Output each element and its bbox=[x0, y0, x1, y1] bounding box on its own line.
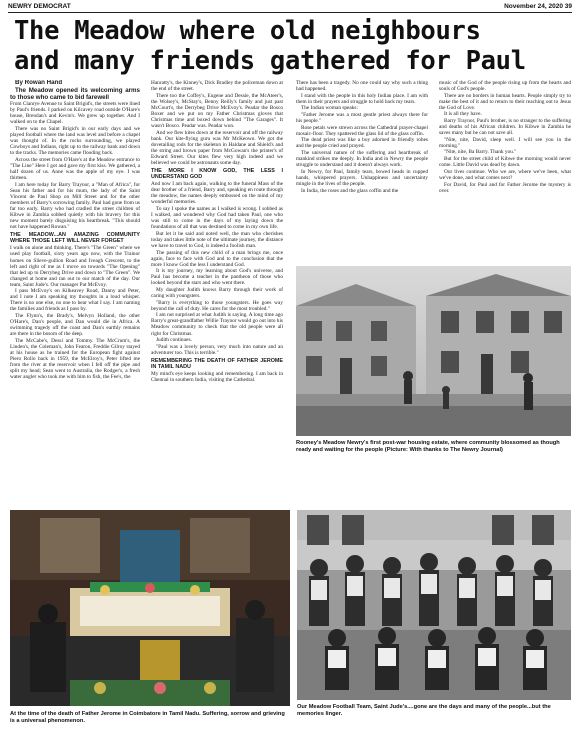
paragraph: The Indian woman speaks: bbox=[301, 105, 358, 112]
paragraph: "Paul was a lovely person, very much into nature and an adventurer too. This is terrible." bbox=[151, 343, 283, 356]
paragraph: There has been a tragedy. No one could say why such a thing had happened. bbox=[296, 80, 428, 93]
photo-football-team bbox=[297, 510, 571, 700]
paragraph: I pass McEvoy's on Kilkeavey Road, Danny and Peter, and I note I am speaking my thoughts in a loud whisper. There is no one else, no one to hear what I say. I am naming the families and friends as I pass by. bbox=[10, 288, 140, 313]
paragraph: I am here today for Barry Traynor, a "Man of Africa", for Sean his father and for his mum, the lady of the Saint Vincent de Paul Shop on Mill Street and for the other members of Barry's sorrowing family. Paul had gone from us far too early. Barry who had cradled the street children of Kibwe in Zambia sobbed quietly with his bravery for this new moment barely disguising his heartbreak. "This should not have happened Rowan." bbox=[10, 181, 140, 230]
paragraph: My daughter Judith knows Barry through their work of caring with youngsters. bbox=[151, 287, 283, 300]
paragraph: There too the Coffey's, Eugene and Dessie, the McAteer's, the Wolsey's, McStay's, Benny Reilly's family and just past McCourt's, the Derrybeg Drive McEvoy's. Peadar the Bosco Boxer and we put on my Father Christmas gloves that Christmas time and boxed down behind "The Garages". It wasn't Bosco. Peadar was. Peadar won. bbox=[151, 92, 283, 129]
paragraph: Barry Traynor, Paul's brother, is no stranger to the suffering and deaths of his African children. In Kibwe in Zambia he saves many but he can not save all. bbox=[439, 118, 571, 137]
standfirst: The Meadow opened its welcoming arms to those who came to bid farewell bbox=[10, 86, 140, 101]
paragraph: The universal nature of the suffering and heartbreak of mankind strikes me deeply. In India and in Newry the people struggle to understand and it doesn't always work. bbox=[296, 150, 428, 169]
paragraph: There was no Saint Brigid's in our early days and we played football where the land was level and before a chapel was thought of. In the rocks surrounding, we played Cowboys and Indians, right up to the railway bank and down to the tracks. The memories came flooding back. bbox=[10, 126, 140, 157]
article-column-3 bbox=[296, 80, 428, 262]
paragraph: The Flynn's, the Brady's, Melvyn Holland, the other O'Hare's, Dan's people, and Dan would die in Africa. A swimming tragedy off the coast and Dan's earthly remains are there in the bosom of the deep. bbox=[10, 313, 140, 338]
funeral-chapel-picture bbox=[10, 510, 290, 706]
byline: By Rowan Hand bbox=[15, 80, 63, 86]
paragraph: In India, the roses and the glass coffin and the bbox=[301, 187, 399, 194]
paragraph: Hanratty's, the Kinney's, Dick Bradley the policeman down at the end of the street. bbox=[151, 80, 283, 93]
paragraph: It is my journey, my learning about God's universe, and Paul has become a teacher in the pantheon of those who looked beyond the stars and who went there. bbox=[151, 268, 283, 287]
football-team-picture bbox=[297, 510, 571, 700]
article-column-4 bbox=[439, 80, 571, 262]
paragraph: There are no borders in human hearts. People simply try to make the best of it and to return to their reaching out to Jesus the God of Love. bbox=[439, 92, 571, 111]
newspaper-name: NEWRY DEMOCRAT bbox=[8, 3, 71, 10]
masthead-rule bbox=[8, 12, 572, 13]
article-column-2 bbox=[151, 80, 283, 505]
paragraph: My mind's eye keeps looking and remembering. I am back in Chennai in southern India, visiting the Cathedral. bbox=[151, 371, 283, 384]
paragraph: For David, for Paul and for Father Jerome the mystery is over. bbox=[439, 181, 571, 194]
paragraph: To say I spoke the names as I walked is wrong. I sobbed as I walked, and wondered why God had taken Paul, one who was still to come in the days of my laying down the foundations of all that was destined to come in my own life. bbox=[151, 206, 283, 231]
paragraph: It is all they have. bbox=[444, 111, 482, 118]
paragraph: I am not surprised at what Judith is saying. A long time ago Barry's great-grandfather Willie Traynor would go out into his Meadow community to check that the old people were all right for Christmas. bbox=[151, 312, 283, 337]
caption-funeral: At the time of the death of Father Jerome in Coimbatore in Tamil Nadu. Suffering, sorrow and grieving is a universal phenomenon. bbox=[10, 711, 285, 724]
article-column-1 bbox=[10, 80, 140, 505]
paragraph: Our lives continue. Who we are, where we've been, what we've done, and what comes next? bbox=[439, 168, 571, 181]
photo-housing-estate bbox=[296, 266, 571, 436]
paragraph: From Clanrye Avenue to Saint Brigid's, the streets were lined by Paul's friends. I parked on Kilcavey road outside O'Hare's house, Brendan's and Kevin's. We grew up together. And I walked on to the Chapel. bbox=[10, 101, 140, 126]
paragraph: In Newry, for Paul, family tears, bowed heads in cupped hands, whispered prayers. Unhappiness and uncertainty mingle in the lives of the people. bbox=[296, 168, 428, 187]
paragraph: And we flew kites down at the reservoir and off the railway bank. Our kite-flying guru was Mr McKeown. We got the dovetailing rods for the skeleton in Haldane and Shield's and the string and brown paper from McGowan's the printer's of Edward Street. Our kites flew very high indeed and we believed we could be astronauts some day. bbox=[151, 129, 283, 166]
masthead bbox=[8, 3, 572, 12]
paragraph: The dead priest was like a boy adorned in friendly robes and the people cried and prayed. bbox=[296, 137, 428, 150]
paragraph: music of the God of the people rising up from the hearts and souls of God's people. bbox=[439, 80, 571, 93]
paragraph: The passing of this new child of a man brings me, once again, face to face with God and to the conclusion that the more I know God the less I understand God. bbox=[151, 249, 283, 268]
paragraph: But for the street child of Kibwe the morning would never come. Little David was dead by dawn. bbox=[439, 156, 571, 169]
paragraph: "Nite, nite, David, sleep well. I will see you in the morning." bbox=[439, 136, 571, 149]
headline-line-2: and many friends gathered for Paul bbox=[14, 46, 526, 76]
paragraph: The McCabe's, Dessi and Tommy. The McCrum's, the Linden's, the Coleman's, John Fearon, Freddie Gilroy stayed at his house as he trained for the European fight against Piero Rollo back in 1959, the McElroy's, Peter lifted me from the river at the reservoir when I fell off the pipe and split my head; Sean went to Australia, the Rodger's, a fresh water angler who took me with him to fish, the Fee's, the bbox=[10, 337, 140, 381]
paragraph: "Nite, nite, Ba Barry. Thank you." bbox=[444, 149, 517, 156]
paragraph: Across the street from O'Hare's at the Meadow entrance to "The Line" Here I got and gave my first kiss. We gathered, a half dozen of us. Anne was the apple of my eye. I was thirteen. bbox=[10, 156, 140, 181]
issue-date: November 24, 2020 39 bbox=[504, 3, 572, 10]
caption-football-team: Our Meadow Football Team, Saint Jude's....gone are the days and many of the people...but the memories linger. bbox=[297, 704, 551, 717]
paragraph: "Father Jerome was a most gentle priest always there for his people." bbox=[296, 112, 428, 125]
headline-line-1: The Meadow where old neighbours bbox=[14, 16, 481, 46]
subheading: REMEMBERING THE DEATH OF FATHER JEROME IN TAMIL NADU bbox=[151, 357, 283, 371]
caption-housing-estate: Rooney's Meadow Newry's first post-war housing estate, where community blossomed as though ready and waiting for the people (Picture: With thanks to The Newry Journal) bbox=[296, 440, 560, 453]
paragraph: Rose petals were strewn across the Cathedral prayer-chapel mosaic-floor. They spattered the glass lid of the glass coffin. bbox=[296, 124, 428, 137]
subheading: THE MEADOW...AN AMAZING COMMUNITY WHERE THOSE LEFT WILL NEVER FORGET bbox=[10, 232, 140, 245]
paragraph: And now I am back again, walking to the funeral Mass of the dear brother of a friend, Barry and, speaking en route through the meadow, the names deeply embossed on the mind of my wonderful memories. bbox=[151, 181, 283, 206]
headline bbox=[14, 16, 570, 76]
photo-funeral-chapel bbox=[10, 510, 290, 706]
paragraph: Judith continues. bbox=[156, 337, 192, 344]
paragraph: I stand with the people in this holy Indian place. I am with them in their prayers and struggle to hold back my tears. bbox=[296, 92, 428, 105]
paragraph: But let it be said and noted well, the man who cherishes today and takes little note of the ultimate journey, the distance we have to travel to God, is indeed a foolish man. bbox=[151, 230, 283, 249]
paragraph: "Barry is everything to those youngsters. He goes way beyond the call of duty. He cares for the most troubled." bbox=[151, 299, 283, 312]
paragraph: I walk on alone and thinking. There's "The Green" where we used play football, sixty years ago now, with the Trainor homes on Slieve-gullion Road and Iveagh Crescent, to the left and right of me as I move on towards "The Opening" that led up to Derrybeg Drive and down to "The Green". We changed at home and ran out to our match of the day. Our team, Saint Jude's. Our manager Pat McEvoy. bbox=[10, 245, 140, 288]
housing-estate-picture bbox=[296, 266, 571, 436]
subheading: THE MORE I KNOW GOD, THE LESS I UNDERSTAND GOD bbox=[151, 167, 283, 181]
